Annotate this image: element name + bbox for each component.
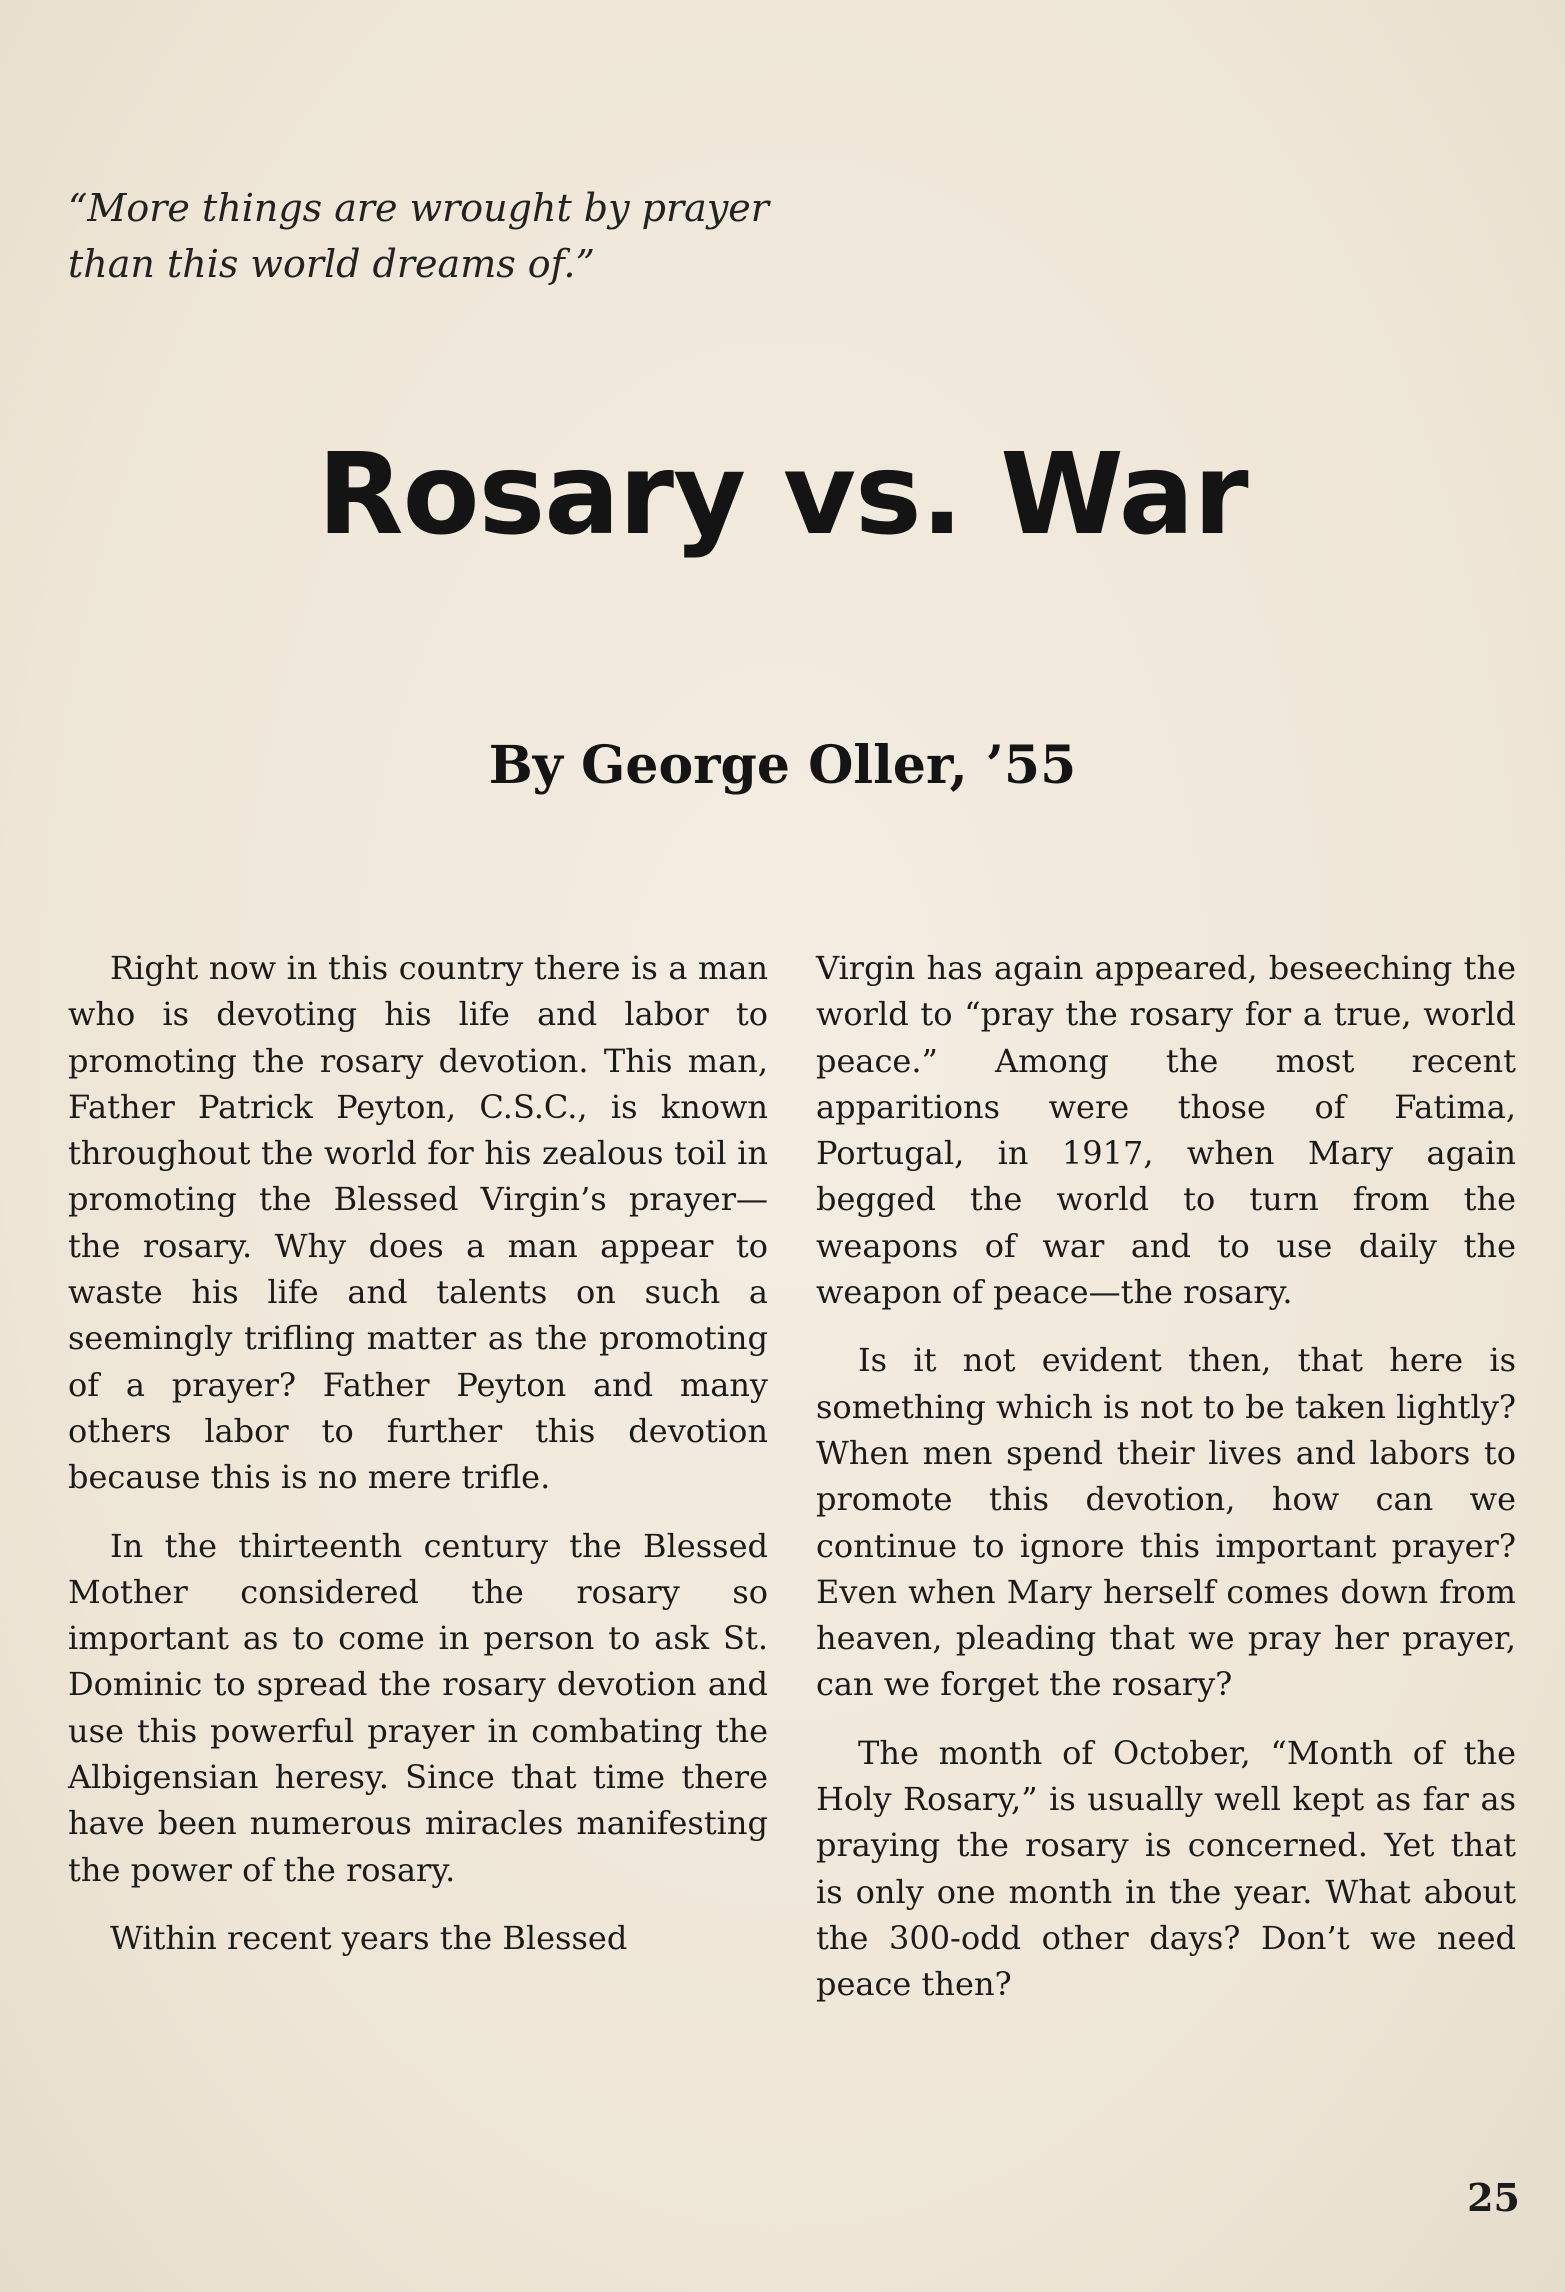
epigraph-line-2: than this world dreams of.”: [68, 242, 595, 286]
article-byline: By George Oller, ’55: [488, 735, 1077, 796]
paragraph: The month of October, “Month of the Holy Rosary,” is usually well kept as far as praying the rosary is concerned. Yet that is only one month in the year. What about the 300-odd other days? Don’t we need peace then?: [816, 1733, 1516, 2004]
epigraph-quote: [68, 180, 808, 292]
article-title: Rosary vs. War: [317, 430, 1248, 560]
paragraph: Within recent years the Blessed: [110, 1918, 628, 1957]
paragraph: Right now in this country there is a man who is devoting his life and labor to promoting the rosary devotion. This man, Father Patrick Peyton, C.S.C., is known throughout the world for his zealous toil in promoting the Blessed Virgin’s prayer—the rosary. Why does a man appear to waste his life and talents on such a seemingly trifling matter as the promoting of a prayer? Father Peyton and many others labor to further this devotion because this is no mere trifle.: [68, 949, 768, 1497]
paragraph: Is it not evident then, that here is something which is not to be taken lightly? When men spend their lives and labors to promote this devotion, how can we continue to ignore this important prayer? Even when Mary herself comes down from heaven, pleading that we pray her prayer, can we forget the rosary?: [816, 1341, 1516, 1704]
paragraph: In the thirteenth century the Blessed Mother considered the rosary so important as to come in person to ask St. Dominic to spread the rosary devotion and use this powerful prayer in combating the Albigensian heresy. Since that time there have been numerous miracles manifesting the power of the rosary.: [68, 1526, 768, 1889]
right-column: [816, 945, 1516, 2030]
paragraph: Virgin has again appeared, beseeching the world to “pray the rosary for a true, world peace.” Among the most recent apparitions were those of Fatima, Portugal, in 1917, when Mary again begged the world to turn from the weapons of war and to use daily the weapon of peace—the rosary.: [816, 949, 1516, 1312]
left-column: [68, 945, 768, 1983]
page-number: 25: [1467, 2175, 1520, 2220]
epigraph-line-1: “More things are wrought by prayer: [68, 186, 769, 230]
